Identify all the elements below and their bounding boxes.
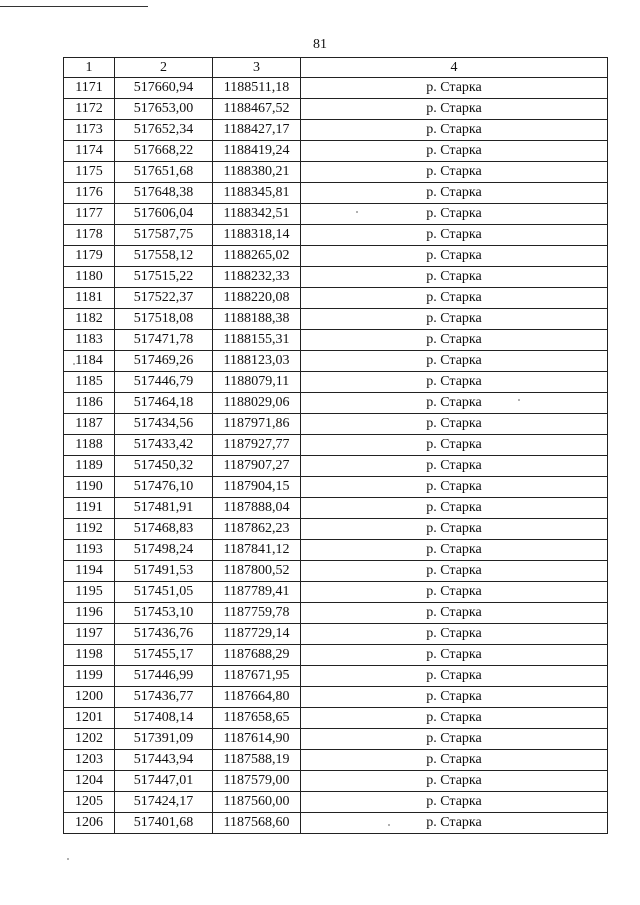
location-cell: р. Старка [301,792,608,813]
y-coordinate-cell: 1188427,17 [213,120,301,141]
point-number-cell: 1176 [64,183,115,204]
location-cell: р. Старка [301,393,608,414]
table-row [64,645,608,666]
x-coordinate-cell: 517648,38 [115,183,213,204]
table-header-row [64,58,608,78]
column-header: 4 [301,58,608,78]
point-number-cell: 1198 [64,645,115,666]
table-row [64,288,608,309]
table-row [64,729,608,750]
table-row [64,267,608,288]
table-row [64,204,608,225]
y-coordinate-cell: 1187588,19 [213,750,301,771]
point-number-cell: 1204 [64,771,115,792]
point-number-cell: 1199 [64,666,115,687]
y-coordinate-cell: 1188380,21 [213,162,301,183]
x-coordinate-cell: 517455,17 [115,645,213,666]
y-coordinate-cell: 1187579,00 [213,771,301,792]
location-cell: р. Старка [301,666,608,687]
table-row [64,246,608,267]
location-cell: р. Старка [301,351,608,372]
location-cell: р. Старка [301,729,608,750]
y-coordinate-cell: 1188318,14 [213,225,301,246]
location-cell: р. Старка [301,498,608,519]
x-coordinate-cell: 517518,08 [115,309,213,330]
y-coordinate-cell: 1187568,60 [213,813,301,834]
y-coordinate-cell: 1187971,86 [213,414,301,435]
location-cell: р. Старка [301,309,608,330]
point-number-cell: 1203 [64,750,115,771]
point-number-cell: 1181 [64,288,115,309]
y-coordinate-cell: 1187800,52 [213,561,301,582]
point-number-cell: 1171 [64,78,115,99]
scan-speck [356,211,358,213]
x-coordinate-cell: 517515,22 [115,267,213,288]
scan-speck [73,363,75,365]
y-coordinate-cell: 1188079,11 [213,372,301,393]
table-row [64,393,608,414]
point-number-cell: 1187 [64,414,115,435]
x-coordinate-cell: 517451,05 [115,582,213,603]
location-cell: р. Старка [301,750,608,771]
table-row [64,309,608,330]
point-number-cell: 1179 [64,246,115,267]
location-cell: р. Старка [301,414,608,435]
column-header: 1 [64,58,115,78]
x-coordinate-cell: 517481,91 [115,498,213,519]
y-coordinate-cell: 1188511,18 [213,78,301,99]
x-coordinate-cell: 517660,94 [115,78,213,99]
x-coordinate-cell: 517436,76 [115,624,213,645]
point-number-cell: 1178 [64,225,115,246]
x-coordinate-cell: 517391,09 [115,729,213,750]
scan-speck [67,858,69,860]
point-number-cell: 1197 [64,624,115,645]
table-row [64,582,608,603]
location-cell: р. Старка [301,624,608,645]
location-cell: р. Старка [301,330,608,351]
table-row [64,666,608,687]
x-coordinate-cell: 517491,53 [115,561,213,582]
table-row [64,78,608,99]
y-coordinate-cell: 1187671,95 [213,666,301,687]
point-number-cell: 1201 [64,708,115,729]
y-coordinate-cell: 1188467,52 [213,99,301,120]
point-number-cell: 1188 [64,435,115,456]
x-coordinate-cell: 517436,77 [115,687,213,708]
table-row [64,99,608,120]
table-row [64,162,608,183]
x-coordinate-cell: 517522,37 [115,288,213,309]
point-number-cell: 1183 [64,330,115,351]
y-coordinate-cell: 1187560,00 [213,792,301,813]
x-coordinate-cell: 517498,24 [115,540,213,561]
y-coordinate-cell: 1188188,38 [213,309,301,330]
location-cell: р. Старка [301,687,608,708]
x-coordinate-cell: 517433,42 [115,435,213,456]
point-number-cell: 1193 [64,540,115,561]
location-cell: р. Старка [301,582,608,603]
table-row [64,498,608,519]
table-row [64,456,608,477]
point-number-cell: 1191 [64,498,115,519]
table-row [64,183,608,204]
location-cell: р. Старка [301,561,608,582]
location-cell: р. Старка [301,162,608,183]
point-number-cell: 1189 [64,456,115,477]
top-rule [0,6,148,7]
x-coordinate-cell: 517651,68 [115,162,213,183]
table-row [64,519,608,540]
table-row [64,477,608,498]
column-header: 2 [115,58,213,78]
y-coordinate-cell: 1188220,08 [213,288,301,309]
y-coordinate-cell: 1187904,15 [213,477,301,498]
location-cell: р. Старка [301,603,608,624]
y-coordinate-cell: 1188123,03 [213,351,301,372]
point-number-cell: 1180 [64,267,115,288]
table-row [64,330,608,351]
point-number-cell: 1175 [64,162,115,183]
coordinates-table [63,57,608,834]
point-number-cell: 1172 [64,99,115,120]
table-row [64,561,608,582]
table-row [64,414,608,435]
location-cell: р. Старка [301,708,608,729]
x-coordinate-cell: 517434,56 [115,414,213,435]
point-number-cell: 1192 [64,519,115,540]
table-row [64,435,608,456]
table-row [64,372,608,393]
x-coordinate-cell: 517446,99 [115,666,213,687]
y-coordinate-cell: 1187862,23 [213,519,301,540]
location-cell: р. Старка [301,372,608,393]
x-coordinate-cell: 517653,00 [115,99,213,120]
x-coordinate-cell: 517450,32 [115,456,213,477]
point-number-cell: 1200 [64,687,115,708]
point-number-cell: 1177 [64,204,115,225]
location-cell: р. Старка [301,204,608,225]
location-cell: р. Старка [301,456,608,477]
x-coordinate-cell: 517443,94 [115,750,213,771]
point-number-cell: 1185 [64,372,115,393]
y-coordinate-cell: 1187759,78 [213,603,301,624]
x-coordinate-cell: 517447,01 [115,771,213,792]
table-row [64,813,608,834]
table-row [64,624,608,645]
x-coordinate-cell: 517469,26 [115,351,213,372]
y-coordinate-cell: 1187664,80 [213,687,301,708]
location-cell: р. Старка [301,120,608,141]
table-row [64,120,608,141]
scan-speck [518,399,520,401]
scan-speck [388,824,390,826]
location-cell: р. Старка [301,435,608,456]
x-coordinate-cell: 517587,75 [115,225,213,246]
point-number-cell: 1184 [64,351,115,372]
table-row [64,708,608,729]
y-coordinate-cell: 1188029,06 [213,393,301,414]
x-coordinate-cell: 517446,79 [115,372,213,393]
column-header: 3 [213,58,301,78]
location-cell: р. Старка [301,246,608,267]
y-coordinate-cell: 1187841,12 [213,540,301,561]
x-coordinate-cell: 517453,10 [115,603,213,624]
y-coordinate-cell: 1187614,90 [213,729,301,750]
y-coordinate-cell: 1187907,27 [213,456,301,477]
point-number-cell: 1190 [64,477,115,498]
x-coordinate-cell: 517424,17 [115,792,213,813]
y-coordinate-cell: 1188342,51 [213,204,301,225]
point-number-cell: 1205 [64,792,115,813]
table-row [64,141,608,162]
y-coordinate-cell: 1187789,41 [213,582,301,603]
location-cell: р. Старка [301,78,608,99]
x-coordinate-cell: 517558,12 [115,246,213,267]
y-coordinate-cell: 1187729,14 [213,624,301,645]
x-coordinate-cell: 517408,14 [115,708,213,729]
x-coordinate-cell: 517401,68 [115,813,213,834]
y-coordinate-cell: 1187927,77 [213,435,301,456]
y-coordinate-cell: 1188155,31 [213,330,301,351]
y-coordinate-cell: 1187688,29 [213,645,301,666]
table-row [64,351,608,372]
point-number-cell: 1206 [64,813,115,834]
x-coordinate-cell: 517471,78 [115,330,213,351]
location-cell: р. Старка [301,519,608,540]
table-row [64,603,608,624]
x-coordinate-cell: 517652,34 [115,120,213,141]
x-coordinate-cell: 517464,18 [115,393,213,414]
location-cell: р. Старка [301,477,608,498]
x-coordinate-cell: 517668,22 [115,141,213,162]
x-coordinate-cell: 517476,10 [115,477,213,498]
table-row [64,225,608,246]
y-coordinate-cell: 1188419,24 [213,141,301,162]
table-row [64,771,608,792]
point-number-cell: 1202 [64,729,115,750]
table-row [64,792,608,813]
x-coordinate-cell: 517606,04 [115,204,213,225]
y-coordinate-cell: 1187658,65 [213,708,301,729]
location-cell: р. Старка [301,288,608,309]
table-row [64,687,608,708]
table-row [64,750,608,771]
point-number-cell: 1174 [64,141,115,162]
table-row [64,540,608,561]
location-cell: р. Старка [301,225,608,246]
y-coordinate-cell: 1187888,04 [213,498,301,519]
location-cell: р. Старка [301,267,608,288]
point-number-cell: 1196 [64,603,115,624]
y-coordinate-cell: 1188232,33 [213,267,301,288]
point-number-cell: 1186 [64,393,115,414]
location-cell: р. Старка [301,540,608,561]
point-number-cell: 1194 [64,561,115,582]
point-number-cell: 1195 [64,582,115,603]
location-cell: р. Старка [301,183,608,204]
location-cell: р. Старка [301,645,608,666]
y-coordinate-cell: 1188265,02 [213,246,301,267]
point-number-cell: 1173 [64,120,115,141]
location-cell: р. Старка [301,813,608,834]
point-number-cell: 1182 [64,309,115,330]
location-cell: р. Старка [301,99,608,120]
x-coordinate-cell: 517468,83 [115,519,213,540]
location-cell: р. Старка [301,771,608,792]
page-number: 81 [313,37,327,52]
y-coordinate-cell: 1188345,81 [213,183,301,204]
location-cell: р. Старка [301,141,608,162]
